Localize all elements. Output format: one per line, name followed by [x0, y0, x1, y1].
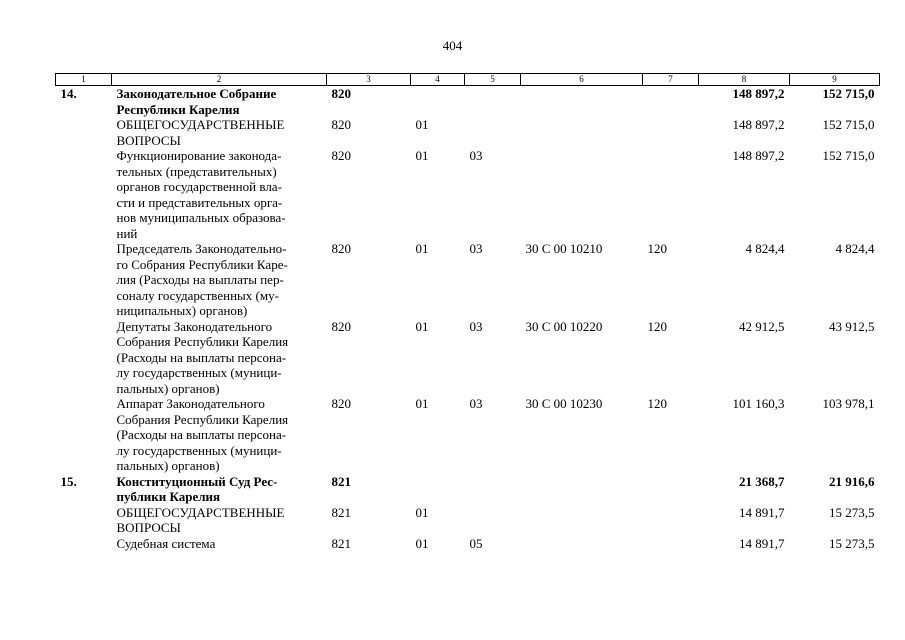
column-number: 1 [56, 74, 112, 86]
cell-subsection [465, 117, 521, 148]
row-number [56, 536, 112, 552]
cell-grbs: 821 [331, 504, 351, 520]
row-number [56, 396, 112, 474]
cell-section: 01 [415, 318, 429, 334]
cell-amount-year-1: 101 160,3 [732, 396, 785, 411]
column-number: 4 [411, 74, 465, 86]
cell-amount-year-1: 14 891,7 [739, 535, 785, 551]
cell-expense-type [643, 148, 699, 241]
table-row [56, 396, 880, 474]
cell-target-article [521, 474, 643, 505]
row-number [56, 241, 112, 319]
row-name: ОБЩЕГОСУДАРСТВЕННЫЕ ВОПРОСЫ [116, 504, 285, 535]
cell-expense-type [643, 536, 699, 552]
row-name: Аппарат Законодательного Собрания Республики Карелия (Расходы на выплаты персона- лу государственных (муници- пальных) органов) [116, 396, 289, 473]
column-number: 9 [790, 74, 880, 86]
cell-grbs: 821 [331, 535, 351, 551]
column-number: 5 [465, 74, 521, 86]
table-row [56, 148, 880, 241]
cell-expense-type [643, 474, 699, 505]
cell-grbs: 821 [331, 473, 351, 489]
table-row [56, 474, 880, 505]
cell-expense-type: 120 [647, 241, 667, 256]
cell-amount-year-1: 4 824,4 [745, 241, 785, 256]
cell-grbs: 820 [331, 148, 351, 163]
cell-amount-year-2: 103 978,1 [822, 396, 875, 411]
cell-subsection: 03 [469, 396, 483, 411]
cell-target-article: 30 С 00 10210 [525, 241, 603, 256]
cell-amount-year-1: 148 897,2 [732, 148, 785, 163]
cell-section: 01 [415, 535, 429, 551]
cell-target-article [521, 148, 643, 241]
cell-expense-type [643, 86, 699, 118]
row-number [56, 505, 112, 536]
table-row [56, 536, 880, 552]
cell-amount-year-2: 43 912,5 [829, 318, 875, 334]
column-number: 3 [327, 74, 411, 86]
cell-target-article [521, 536, 643, 552]
cell-amount-year-1: 42 912,5 [739, 318, 785, 334]
row-name: Председатель Законодательно- го Собрания Республики Каре- лия (Расходы на выплаты пер- соналу государственных (му- ниципальных) органов) [116, 241, 288, 318]
column-number: 7 [643, 74, 699, 86]
cell-section: 01 [415, 148, 429, 163]
cell-grbs: 820 [331, 318, 351, 334]
cell-section [411, 474, 465, 505]
cell-expense-type [643, 505, 699, 536]
row-name: Депутаты Законодательного Собрания Республики Карелия (Расходы на выплаты персона- лу государственных (муници- пальных) органов) [116, 318, 289, 396]
row-number [56, 319, 112, 397]
cell-amount-year-2: 152 715,0 [822, 86, 875, 101]
cell-amount-year-2: 21 916,6 [829, 473, 875, 489]
row-name: Судебная система [116, 535, 216, 551]
cell-expense-type [643, 117, 699, 148]
cell-amount-year-2: 152 715,0 [822, 148, 875, 163]
cell-target-article [521, 117, 643, 148]
cell-amount-year-1: 148 897,2 [732, 86, 785, 101]
cell-target-article: 30 С 00 10220 [525, 318, 603, 334]
budget-table [55, 73, 880, 551]
cell-section: 01 [415, 117, 429, 132]
cell-subsection [465, 86, 521, 118]
cell-subsection: 03 [469, 148, 483, 163]
cell-section: 01 [415, 396, 429, 411]
cell-section: 01 [415, 241, 429, 256]
cell-grbs: 820 [331, 86, 351, 101]
cell-expense-type: 120 [647, 396, 667, 411]
row-number [56, 117, 112, 148]
cell-expense-type: 120 [647, 318, 667, 334]
table-row [56, 86, 880, 118]
row-name: Законодательное Собрание Республики Карелия [116, 86, 277, 117]
cell-amount-year-2: 15 273,5 [829, 535, 875, 551]
row-name: Функционирование законода- тельных (представительных) органов государственной вла- сти и представительных орга- нов муниципальных образова- ний [116, 148, 286, 241]
cell-subsection: 05 [469, 535, 483, 551]
table-row [56, 319, 880, 397]
cell-target-article [521, 505, 643, 536]
cell-amount-year-1: 21 368,7 [739, 473, 785, 489]
cell-amount-year-2: 152 715,0 [822, 117, 875, 132]
cell-grbs: 820 [331, 117, 351, 132]
cell-subsection: 03 [469, 241, 483, 256]
column-number: 8 [699, 74, 790, 86]
row-number [56, 148, 112, 241]
column-number: 6 [521, 74, 643, 86]
table-row [56, 241, 880, 319]
column-number-row [56, 74, 880, 86]
table-row [56, 117, 880, 148]
cell-target-article: 30 С 00 10230 [525, 396, 603, 411]
column-number: 2 [112, 74, 327, 86]
cell-subsection: 03 [469, 318, 483, 334]
row-number: 15. [60, 473, 77, 489]
cell-section: 01 [415, 504, 429, 520]
page-number: 404 [442, 38, 463, 53]
cell-target-article [521, 86, 643, 118]
cell-grbs: 820 [331, 396, 351, 411]
row-name: Конституционный Суд Рес- публики Карелия [116, 473, 278, 504]
cell-section [411, 86, 465, 118]
cell-grbs: 820 [331, 241, 351, 256]
cell-subsection [465, 505, 521, 536]
cell-amount-year-1: 148 897,2 [732, 117, 785, 132]
row-name: ОБЩЕГОСУДАРСТВЕННЫЕ ВОПРОСЫ [116, 117, 285, 148]
cell-subsection [465, 474, 521, 505]
table-row [56, 505, 880, 536]
cell-amount-year-2: 15 273,5 [829, 504, 875, 520]
row-number: 14. [60, 86, 77, 101]
cell-amount-year-1: 14 891,7 [739, 504, 785, 520]
cell-amount-year-2: 4 824,4 [835, 241, 875, 256]
